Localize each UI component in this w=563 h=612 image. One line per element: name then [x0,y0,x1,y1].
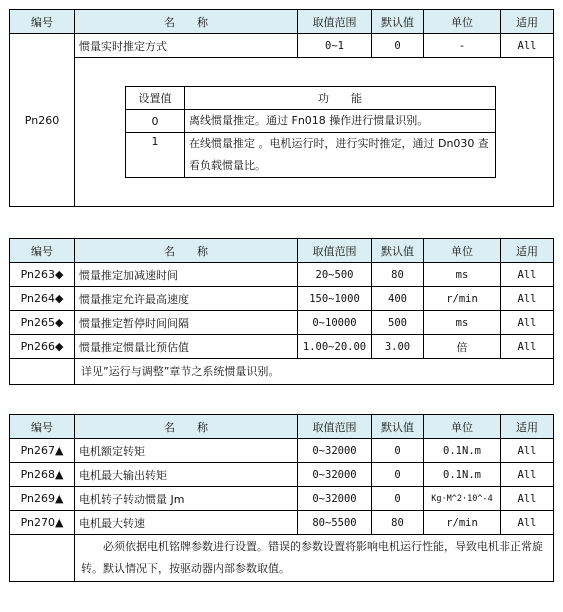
header-row [10,10,554,34]
param-default: 80 [372,511,424,535]
setting-header-value: 设置值 [126,87,185,110]
param-table-motor [9,414,554,582]
note-text: 必须依据电机铭牌参数进行设置。错误的参数设置将影响电机运行性能，导致电机非正常旋转。默认情况下，按驱动器内部参数取值。 [75,535,554,582]
setting-row [126,133,496,178]
param-unit: 0.1N.m [424,463,501,487]
header-range: 取值范围 [298,415,372,439]
param-name: 惯量推定暂停时间间隔 [75,311,298,335]
param-range: 0~32000 [298,439,372,463]
setting-row [126,110,496,133]
param-name: 电机转子转动惯量 Jm [75,487,298,511]
param-code: Pn266◆ [10,335,75,359]
param-code: Pn268▲ [10,463,75,487]
header-apply: 适用 [501,415,554,439]
note-empty-cell [10,359,75,385]
table-row [10,335,554,359]
param-apply: All [501,263,554,287]
param-name: 电机最大输出转矩 [75,463,298,487]
param-code: Pn267▲ [10,439,75,463]
detail-cell [75,58,554,207]
param-name: 惯量推定允许最高速度 [75,287,298,311]
setting-value: 0 [126,110,185,133]
param-range: 0~1 [298,34,372,58]
table-row [10,439,554,463]
param-code: Pn269▲ [10,487,75,511]
param-range: 0~32000 [298,463,372,487]
note-text: 详见”运行与调整”章节之系统惯量识别。 [75,359,554,385]
table-row [10,511,554,535]
param-code: Pn260 [10,34,75,207]
table-row [10,34,554,58]
param-range: 80~5500 [298,511,372,535]
param-unit: Kg·M^2·10^-4 [424,487,501,511]
note-empty-cell [10,535,75,582]
param-name: 电机额定转矩 [75,439,298,463]
param-apply: All [501,439,554,463]
param-name: 惯量推定惯量比预估值 [75,335,298,359]
header-name: 名 称 [75,10,298,34]
header-default: 默认值 [372,239,424,263]
header-code: 编号 [10,10,75,34]
param-code: Pn264◆ [10,287,75,311]
header-unit: 单位 [424,239,501,263]
param-unit: - [424,34,501,58]
param-table-inertia [9,238,554,385]
param-apply: All [501,487,554,511]
table-row [10,287,554,311]
header-name: 名 称 [75,239,298,263]
header-row [10,415,554,439]
param-default: 500 [372,311,424,335]
param-range: 20~500 [298,263,372,287]
param-apply: All [501,311,554,335]
note-row [10,359,554,385]
param-default: 0 [372,463,424,487]
header-code: 编号 [10,415,75,439]
header-unit: 单位 [424,10,501,34]
setting-desc: 离线惯量推定。通过 Fn018 操作进行惯量识别。 [185,110,496,133]
param-code: Pn265◆ [10,311,75,335]
table-row [10,487,554,511]
setting-value: 1 [126,133,185,178]
table-row [10,263,554,287]
note-row [10,535,554,582]
table-row [10,311,554,335]
header-code: 编号 [10,239,75,263]
setting-desc: 在线惯量推定 。电机运行时，进行实时推定，通过 Dn030 查看负载惯量比。 [185,133,496,178]
param-default: 0 [372,439,424,463]
param-unit: ms [424,263,501,287]
header-apply: 适用 [501,10,554,34]
param-apply: All [501,34,554,58]
param-range: 0~32000 [298,487,372,511]
header-default: 默认值 [372,415,424,439]
param-unit: 倍 [424,335,501,359]
param-code: Pn270▲ [10,511,75,535]
header-unit: 单位 [424,415,501,439]
param-apply: All [501,335,554,359]
param-unit: r/min [424,287,501,311]
detail-row [10,58,554,207]
param-range: 150~1000 [298,287,372,311]
param-default: 3.00 [372,335,424,359]
param-unit: 0.1N.m [424,439,501,463]
header-default: 默认值 [372,10,424,34]
param-name: 惯量实时推定方式 [75,34,298,58]
header-row [10,239,554,263]
param-default: 400 [372,287,424,311]
param-unit: r/min [424,511,501,535]
param-code: Pn263◆ [10,263,75,287]
header-range: 取值范围 [298,10,372,34]
param-default: 0 [372,34,424,58]
param-range: 0~10000 [298,311,372,335]
header-range: 取值范围 [298,239,372,263]
param-table-pn260 [9,9,554,207]
setting-header-row [126,87,496,110]
param-apply: All [501,511,554,535]
param-range: 1.00~20.00 [298,335,372,359]
table-row [10,463,554,487]
setting-table [125,86,496,178]
param-apply: All [501,463,554,487]
param-name: 惯量推定加减速时间 [75,263,298,287]
setting-header-func: 功 能 [185,87,496,110]
param-unit: ms [424,311,501,335]
param-default: 0 [372,487,424,511]
param-apply: All [501,287,554,311]
header-name: 名 称 [75,415,298,439]
param-name: 电机最大转速 [75,511,298,535]
param-default: 80 [372,263,424,287]
header-apply: 适用 [501,239,554,263]
